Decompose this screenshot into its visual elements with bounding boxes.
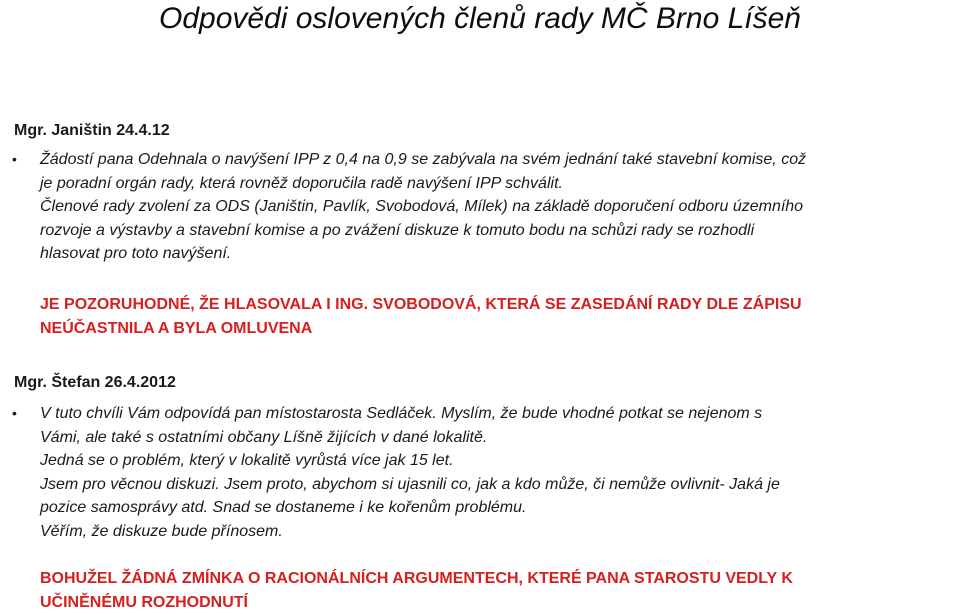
response-line: Vámi, ale také s ostatními občany Líšně žijících v dané lokalitě. (40, 426, 950, 450)
bullet-icon: • (12, 148, 17, 172)
author-janistin: Mgr. Janištin 24.4.12 (14, 122, 170, 140)
comment-line: UČINĚNÉMU ROZHODNUTÍ (40, 591, 950, 614)
response-line: rozvoje a výstavby a stavební komise a po zvážení diskuze k tomuto bodu na schůzi rady se rozhodli (40, 219, 950, 243)
response-line: hlasovat pro toto navýšení. (40, 242, 950, 266)
response-line: je poradní orgán rady, která rovněž doporučila radě navýšení IPP schválit. (40, 172, 950, 196)
response-line: Členové rady zvolení za ODS (Janištin, Pavlík, Svobodová, Mílek) na základě doporučení odboru územního (40, 195, 950, 219)
response-stefan (40, 402, 950, 543)
response-line: V tuto chvíli Vám odpovídá pan místostarosta Sedláček. Myslím, že bude vhodné potkat se nejenom s (40, 402, 950, 426)
comment-line: JE POZORUHODNÉ, ŽE HLASOVALA I ING. SVOBODOVÁ, KTERÁ SE ZASEDÁNÍ RADY DLE ZÁPISU (40, 293, 950, 317)
response-line: Žádostí pana Odehnala o navýšení IPP z 0,4 na 0,9 se zabývala na svém jednání také stavební komise, což (40, 148, 950, 172)
comment-line: NEÚČASTNILA A BYLA OMLUVENA (40, 317, 950, 341)
response-line: Jsem pro věcnou diskuzi. Jsem proto, abychom si ujasnili co, jak a kdo může, či nemůže ovlivnit- Jaká je (40, 473, 950, 497)
author-stefan: Mgr. Štefan 26.4.2012 (14, 374, 176, 392)
response-janistin (40, 148, 950, 266)
page-title: Odpovědi oslovených členů rady MČ Brno Líšeň (0, 2, 960, 36)
comment-line: BOHUŽEL ŽÁDNÁ ZMÍNKA O RACIONÁLNÍCH ARGUMENTECH, KTERÉ PANA STAROSTU VEDLY K (40, 567, 950, 591)
comment-stefan (40, 567, 950, 614)
response-line: pozice samosprávy atd. Snad se dostaneme i ke kořenům problému. (40, 496, 950, 520)
bullet-icon: • (12, 402, 17, 426)
comment-janistin (40, 293, 950, 340)
response-line: Věřím, že diskuze bude přínosem. (40, 520, 950, 544)
response-line: Jedná se o problém, který v lokalitě vyrůstá více jak 15 let. (40, 449, 950, 473)
